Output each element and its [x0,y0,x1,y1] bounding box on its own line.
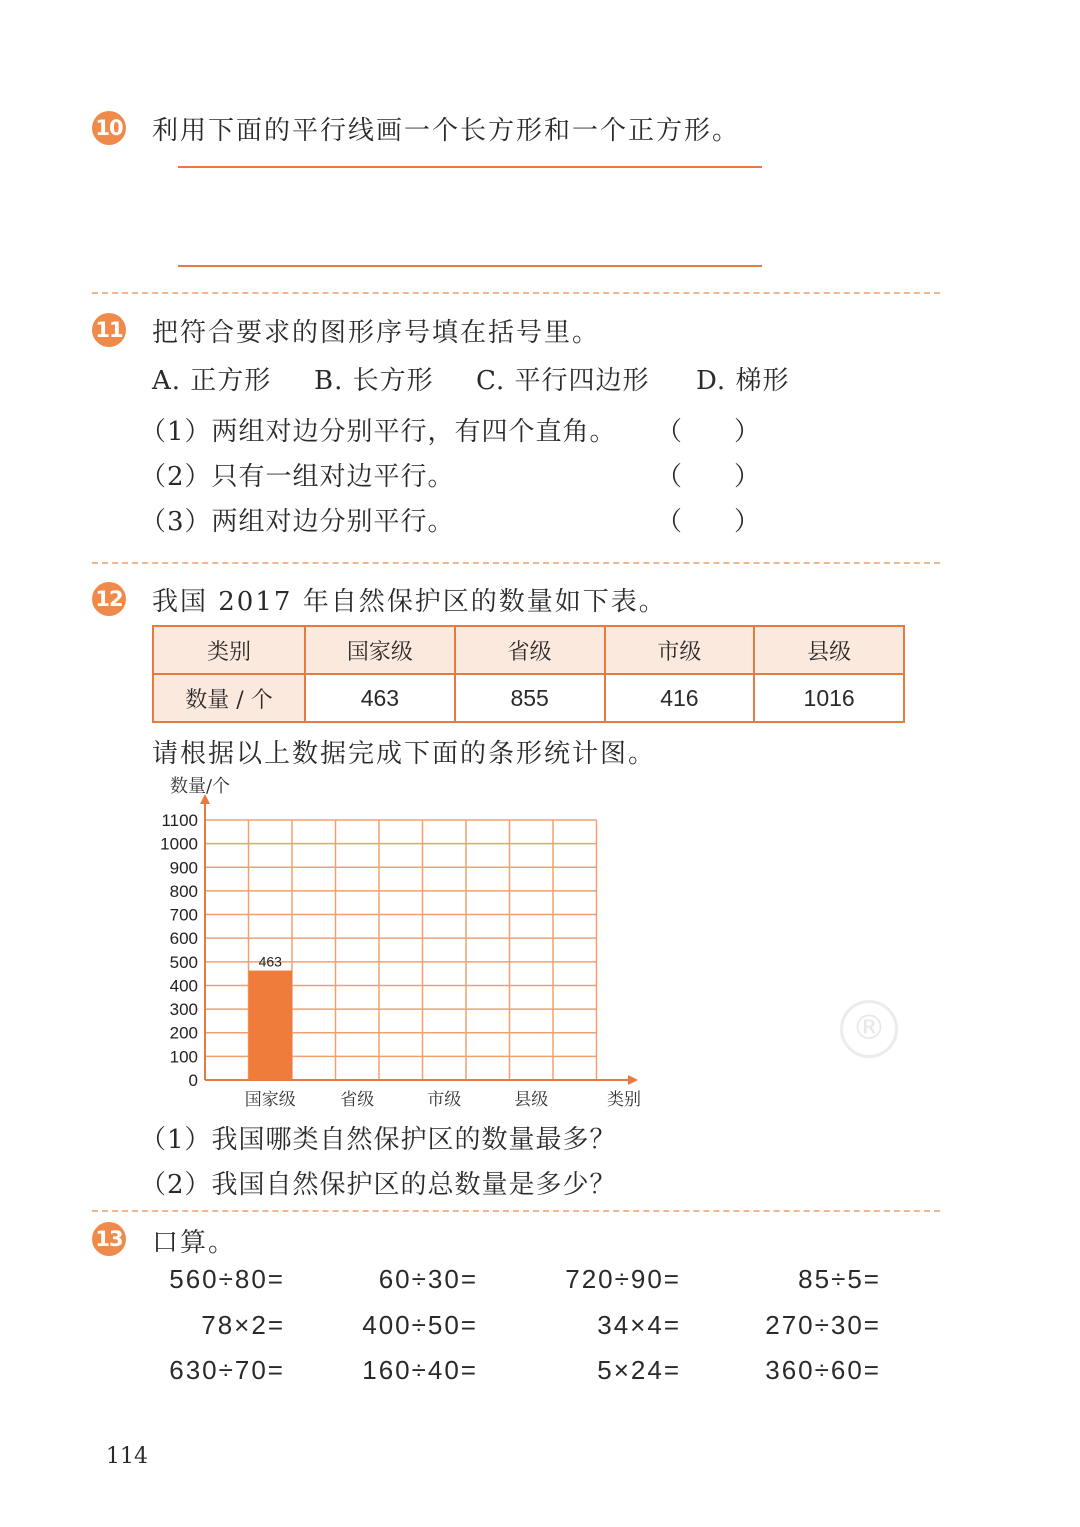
question-text: 我国 2017 年自然保护区的数量如下表。 [152,587,667,617]
x-axis-title: 类别 [607,1090,641,1110]
y-tick-label: 700 [169,905,198,925]
y-tick-label: 0 [188,1071,198,1090]
table-header-cell: 国家级 [305,626,455,674]
calc-expression: 630÷70= [169,1355,285,1385]
section-divider [92,1210,940,1212]
bar-data-label: 463 [258,953,282,970]
section-divider [92,292,940,294]
data-table [152,625,905,723]
calc-expression: 400÷50= [362,1310,478,1340]
y-tick-label: 600 [169,929,198,949]
table-header-cell: 市级 [605,626,755,674]
table-row-label: 数量 / 个 [153,674,305,722]
question-number-badge: 12 [92,582,126,616]
section-divider [92,562,940,564]
x-tick-label: 县级 [514,1090,549,1110]
calc-expression: 34×4= [597,1310,681,1340]
y-tick-label: 1100 [161,811,198,830]
question-number-badge: 11 [92,313,126,347]
sub-question: （3）两组对边分别平行。 [140,507,455,537]
calc-expression: 720÷90= [565,1264,681,1294]
y-tick-label: 100 [169,1047,198,1067]
parallel-line-bottom [178,265,762,267]
y-tick-label: 800 [169,881,198,901]
answer-blank[interactable]: （ ） [656,462,761,492]
y-tick-label: 500 [169,952,198,972]
table-header-cell: 省级 [455,626,605,674]
x-tick-label: 市级 [427,1090,462,1110]
calc-expression: 160÷40= [362,1355,478,1385]
y-tick-label: 200 [169,1023,198,1043]
question-text: 利用下面的平行线画一个长方形和一个正方形。 [152,116,741,146]
option-c: C. 平行四边形 [476,366,650,396]
x-axis-arrow [628,1075,638,1085]
sub-question: （2）我国自然保护区的总数量是多少？ [140,1170,617,1200]
y-tick-label: 1000 [160,834,198,854]
calc-expression: 360÷60= [765,1355,881,1385]
table-cell: 416 [605,674,755,722]
x-tick-label: 国家级 [244,1090,296,1110]
option-b: B. 长方形 [314,366,434,396]
answer-blank[interactable]: （ ） [656,507,761,537]
table-cell: 463 [305,674,455,722]
question-text: 把符合要求的图形序号填在括号里。 [152,318,601,348]
sub-question: （2）只有一组对边平行。 [140,462,455,492]
answer-blank[interactable]: （ ） [656,417,761,447]
table-cell: 1016 [754,674,904,722]
y-tick-label: 300 [169,1000,198,1020]
calc-expression: 560÷80= [169,1264,285,1294]
sub-question: （1）两组对边分别平行，有四个直角。 [140,417,617,447]
calc-expression: 270÷30= [765,1310,881,1340]
table-cell: 855 [455,674,605,722]
calc-expression: 85÷5= [798,1264,881,1294]
bar [249,971,293,1080]
question-number-badge: 10 [92,111,126,145]
question-number-badge: 13 [92,1222,126,1256]
y-tick-label: 900 [169,858,198,878]
chart-instruction: 请根据以上数据完成下面的条形统计图。 [152,739,657,769]
y-tick-label: 400 [169,976,198,996]
calc-expression: 78×2= [201,1310,285,1340]
x-tick-label: 省级 [340,1090,375,1110]
page-number: 114 [106,1444,148,1469]
table-header-cell: 县级 [754,626,904,674]
sub-question: （1）我国哪类自然保护区的数量最多？ [140,1125,617,1155]
question-text: 口算。 [152,1228,237,1258]
y-axis-title: 数量/个 [170,776,231,797]
bar-chart [140,770,680,1120]
calc-expression: 60÷30= [378,1264,478,1294]
option-d: D. 梯形 [696,366,790,396]
parallel-line-top [178,166,762,168]
option-a: A. 正方形 [152,366,272,396]
calc-expression: 5×24= [597,1355,681,1385]
registered-mark: ® [840,1000,898,1058]
table-header-cell: 类别 [153,626,305,674]
